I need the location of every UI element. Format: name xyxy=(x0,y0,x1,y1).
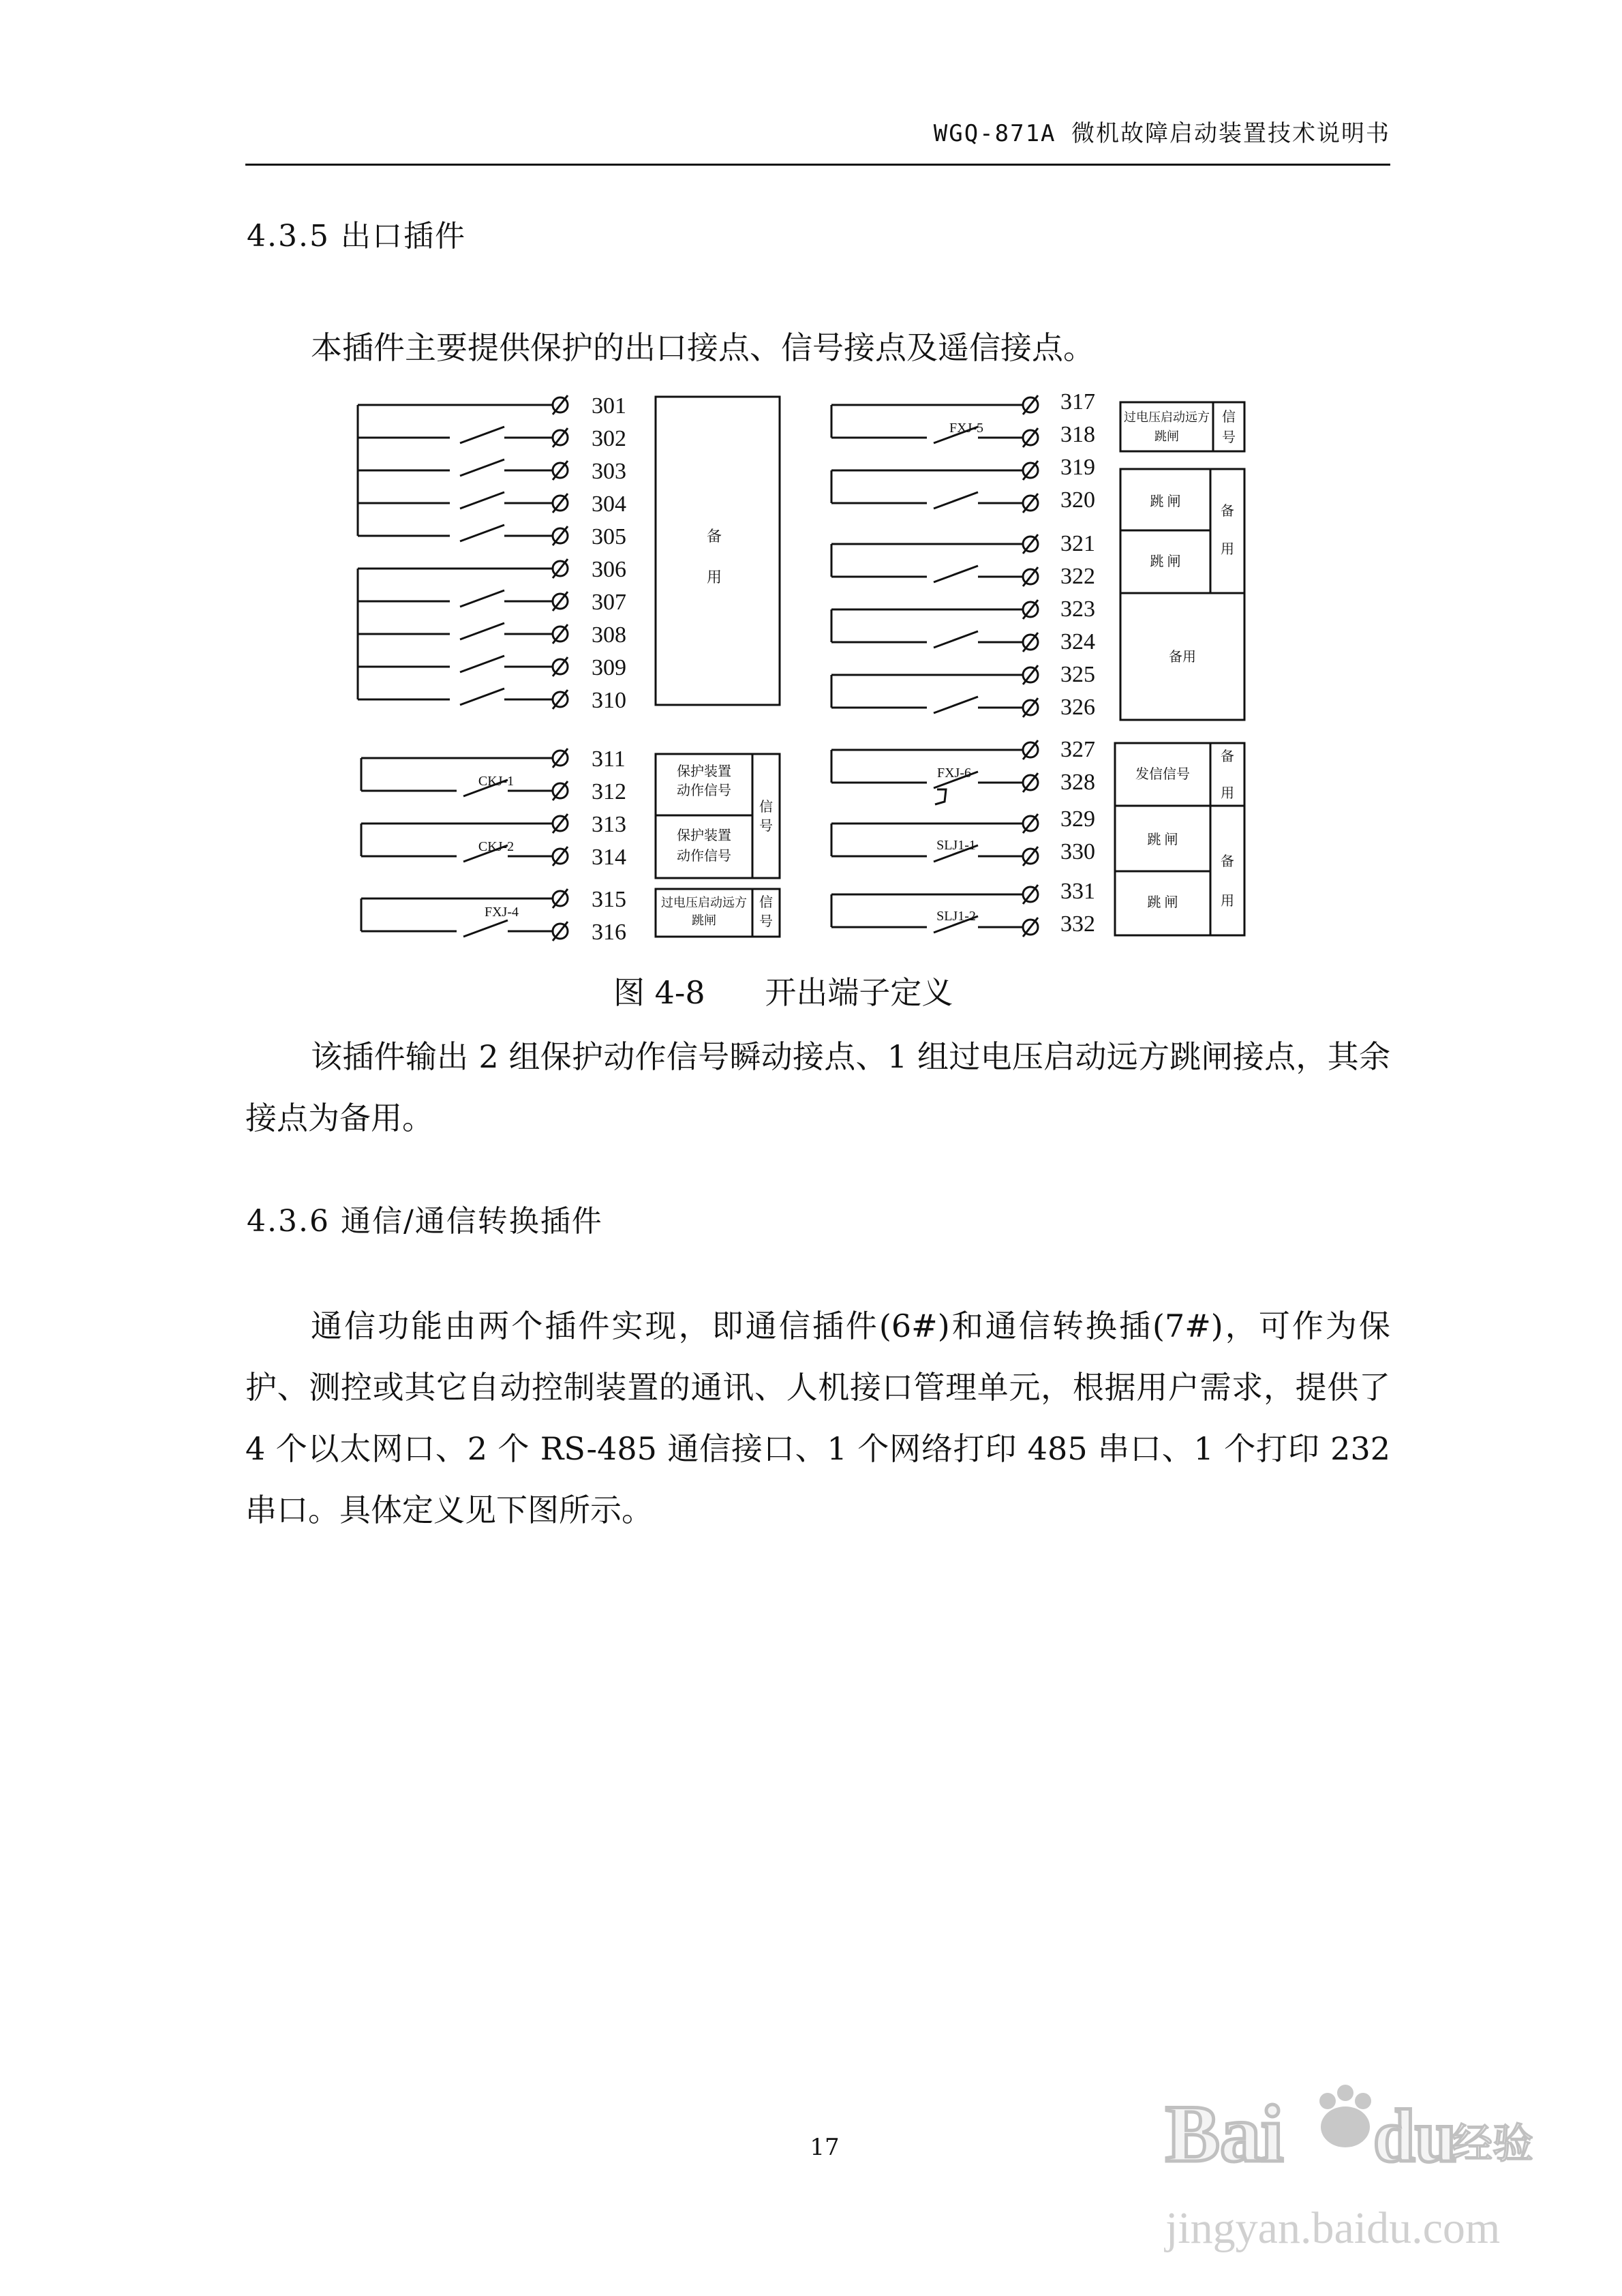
terminal-label: 307 xyxy=(592,590,626,615)
watermark-url: jingyan.baidu.com xyxy=(1165,2203,1501,2253)
box-signal-4: 号 xyxy=(759,914,773,929)
terminal-label: 332 xyxy=(1060,911,1095,937)
watermark-brand-2: du xyxy=(1373,2094,1457,2177)
terminal-label: 303 xyxy=(592,459,626,484)
terminal-label: 302 xyxy=(592,426,626,451)
box-trip-2: 跳 闸 xyxy=(1150,554,1181,569)
relay-label-ckj1: CKJ-1 xyxy=(478,774,515,789)
terminal-label: 312 xyxy=(592,779,626,804)
paw-icon-dot-2 xyxy=(1337,2085,1353,2101)
box-signal-3: 信 xyxy=(759,895,773,910)
watermark-brand: Bai xyxy=(1165,2088,1284,2179)
terminal-label: 304 xyxy=(592,492,626,517)
section-4-3-6-body: 通信功能由两个插件实现，即通信插件(6#)和通信转换插(7#)，可作为保护、测控或其它自动控制装置的通讯、人机接口管理单元，根据用户需求，提供了 4 个以太网口、2 个 RS-485 通信接口、1 个网络打印 485 串口、1 个打印 232 串口。具体定义见下图所示。 xyxy=(245,1308,1390,1528)
box-signal-5: 信 xyxy=(1222,410,1236,425)
relay-label-fxj6: FXJ-6 xyxy=(936,766,972,781)
box-prot-signal-2a: 保护装置 xyxy=(677,828,731,843)
terminal-label: 328 xyxy=(1060,770,1095,795)
paw-icon-dot-1 xyxy=(1319,2093,1336,2109)
terminal-label: 321 xyxy=(1060,531,1095,556)
terminal-label: 314 xyxy=(592,845,626,870)
box-signal-2: 号 xyxy=(759,819,773,834)
box-prot-signal-1a: 保护装置 xyxy=(677,764,731,779)
terminal-label: 330 xyxy=(1060,839,1095,864)
paw-icon-dot-3 xyxy=(1355,2093,1371,2109)
box-spare-1: 备 xyxy=(706,528,722,545)
box-prot-signal-2b: 动作信号 xyxy=(677,849,731,864)
watermark-jingyan: 经验 xyxy=(1452,2121,1533,2166)
terminal-label: 311 xyxy=(592,746,626,772)
terminal-label: 306 xyxy=(592,557,626,582)
terminal-label: 301 xyxy=(592,393,626,419)
box-spare-5: 备用 xyxy=(1169,650,1196,665)
terminal-label: 315 xyxy=(592,887,626,912)
terminal-label: 317 xyxy=(1060,389,1095,414)
box-signal-1: 信 xyxy=(759,800,773,815)
box-spare-6: 备 xyxy=(1221,749,1234,764)
box-trip-3: 跳 闸 xyxy=(1147,832,1178,847)
terminal-label: 325 xyxy=(1060,662,1095,687)
box-spare-3: 备 xyxy=(1221,504,1234,519)
relay-label-fxj5: FXJ-5 xyxy=(949,421,984,436)
box-spare-8: 备 xyxy=(1221,854,1234,869)
terminal-label: 318 xyxy=(1060,422,1095,447)
terminal-right-symbols xyxy=(1023,395,1038,937)
section-4-3-5-title: 4.3.5 出口插件 xyxy=(247,219,466,254)
terminal-label: 316 xyxy=(592,920,626,945)
terminal-label: 323 xyxy=(1060,596,1095,622)
terminal-label: 322 xyxy=(1060,564,1095,589)
terminal-label: 326 xyxy=(1060,695,1095,720)
terminal-label: 331 xyxy=(1060,879,1095,904)
terminal-label: 309 xyxy=(592,655,626,680)
terminal-label: 313 xyxy=(592,812,626,837)
relay-label-ckj2: CKJ-2 xyxy=(478,839,515,854)
box-send-signal: 发信信号 xyxy=(1135,767,1190,782)
section-4-3-6-title: 4.3.6 通信/通信转换插件 xyxy=(247,1204,603,1239)
header-divider xyxy=(245,164,1390,166)
paw-icon xyxy=(1321,2106,1370,2147)
box-ov-remote-trip-a: 过电压启动远方 xyxy=(661,896,747,909)
relay-label-slj1-2: SLJ1-2 xyxy=(936,909,976,924)
box-ov-remote-trip-c: 过电压启动远方 xyxy=(1124,410,1210,424)
box-ov-remote-trip-b: 跳闸 xyxy=(692,913,716,927)
box-ov-remote-trip-d: 跳闸 xyxy=(1154,429,1179,443)
box-spare-4: 用 xyxy=(1221,542,1234,557)
box-trip-1: 跳 闸 xyxy=(1150,494,1181,509)
box-prot-signal-1b: 动作信号 xyxy=(677,783,731,798)
box-signal-6: 号 xyxy=(1222,430,1236,445)
terminal-label: 329 xyxy=(1060,806,1095,832)
baidu-jingyan-watermark xyxy=(1152,2072,1533,2270)
box-spare-2: 用 xyxy=(706,569,722,586)
terminal-label: 305 xyxy=(592,524,626,549)
terminal-label: 308 xyxy=(592,622,626,648)
figure-caption: 图 4-8 开出端子定义 xyxy=(613,974,953,1011)
page-number: 17 xyxy=(810,2134,840,2161)
terminal-label: 324 xyxy=(1060,629,1095,654)
terminal-label: 320 xyxy=(1060,487,1095,513)
output-description: 该插件输出 2 组保护动作信号瞬动接点、1 组过电压启动远方跳闸接点，其余接点为备用。 xyxy=(245,1038,1390,1136)
box-trip-4: 跳 闸 xyxy=(1147,895,1178,910)
box-spare-7: 用 xyxy=(1221,786,1234,801)
terminal-label: 319 xyxy=(1060,455,1095,480)
terminal-diagram xyxy=(341,382,1268,948)
page-header-title: WGQ-871A 微机故障启动装置技术说明书 xyxy=(933,120,1390,147)
section-4-3-5-intro: 本插件主要提供保护的出口接点、信号接点及遥信接点。 xyxy=(311,329,1095,366)
relay-label-fxj4: FXJ-4 xyxy=(484,905,519,920)
terminal-left-symbols xyxy=(553,395,568,941)
terminal-label: 327 xyxy=(1060,737,1095,762)
relay-label-slj1-1: SLJ1-1 xyxy=(936,838,976,853)
box-spare-9: 用 xyxy=(1221,894,1234,909)
terminal-label: 310 xyxy=(592,688,626,713)
